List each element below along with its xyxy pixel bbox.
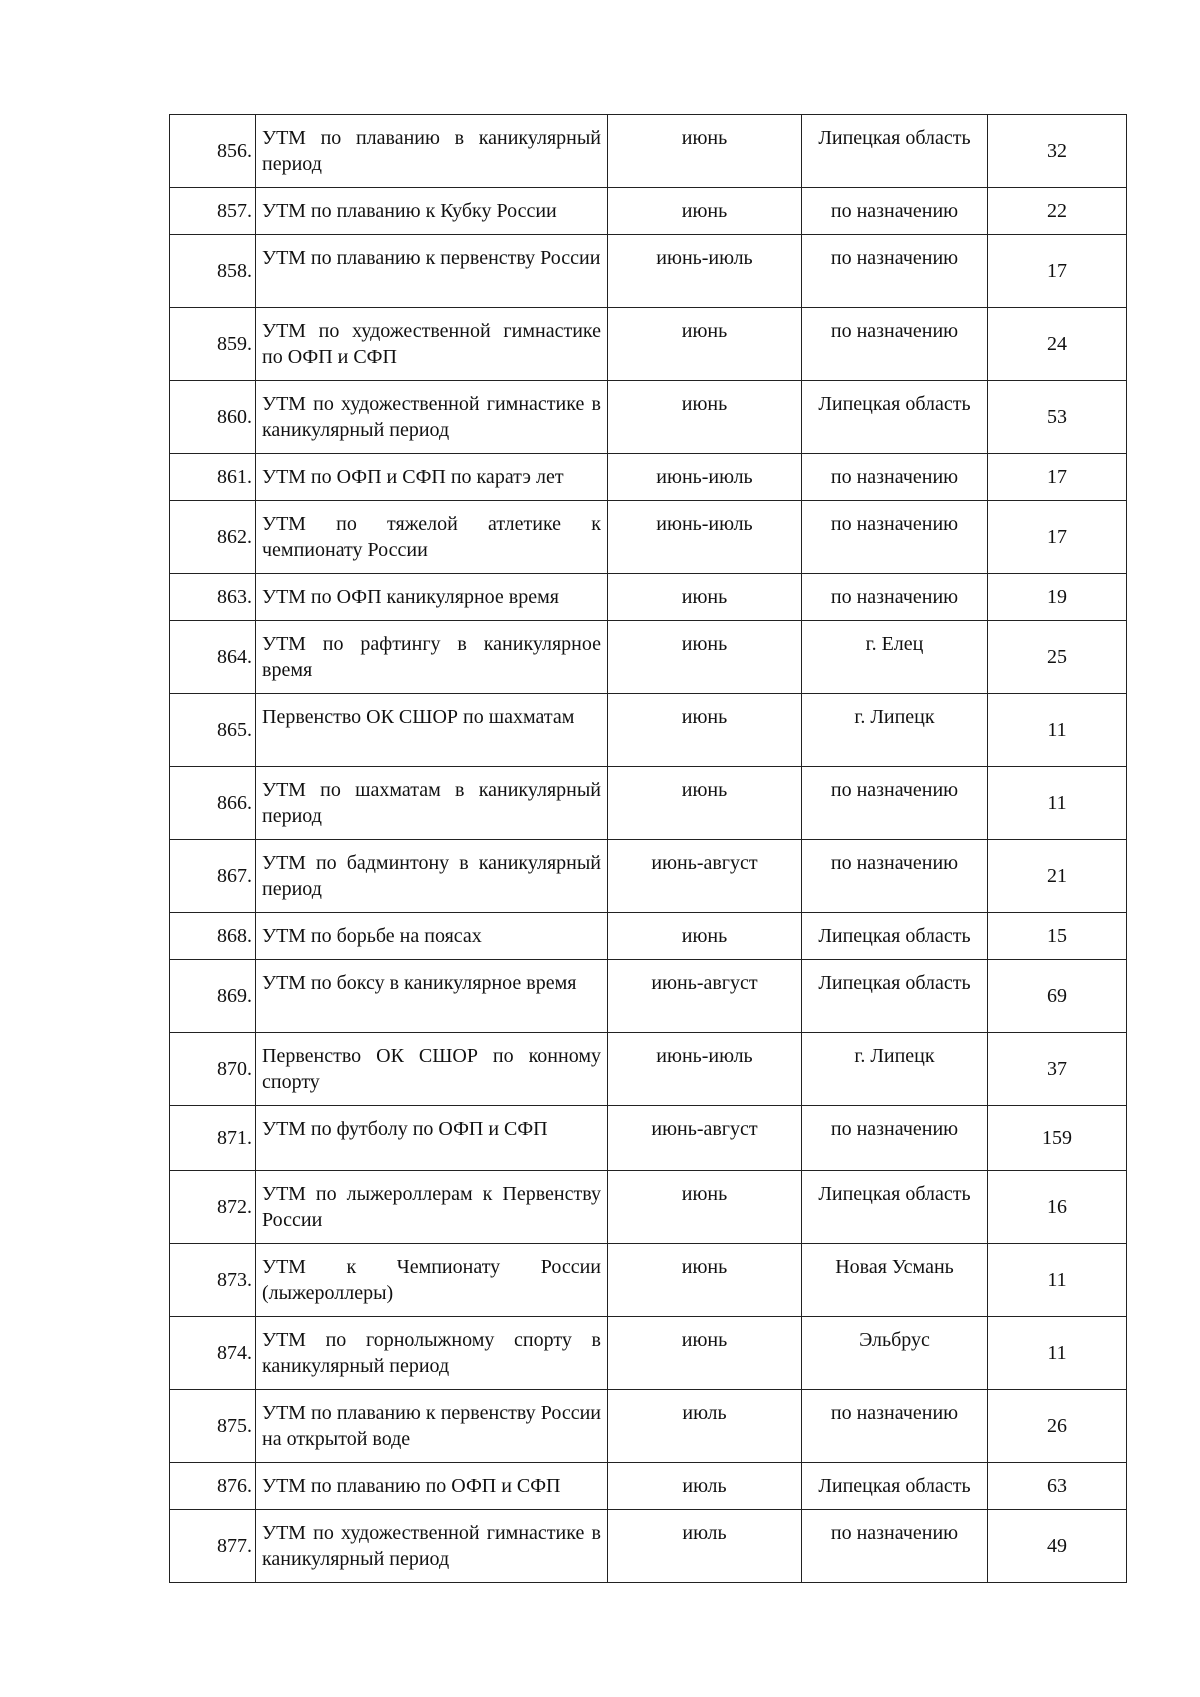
- event-place: г. Липецк: [802, 1033, 988, 1106]
- row-number: 873.: [170, 1244, 256, 1317]
- table-row: [170, 501, 1127, 574]
- event-name: УТМ по художественной гимнастике в каникулярный период: [256, 1510, 608, 1583]
- event-date: июнь: [608, 1244, 802, 1317]
- row-number: 869.: [170, 960, 256, 1033]
- event-date: июнь-август: [608, 1106, 802, 1171]
- table-row: [170, 454, 1127, 501]
- event-date: июнь: [608, 574, 802, 621]
- event-name: УТМ по лыжероллерам к Первенству России: [256, 1171, 608, 1244]
- event-name: УТМ по плаванию в каникулярный период: [256, 115, 608, 188]
- participant-count: 15: [988, 913, 1127, 960]
- event-name: УТМ по рафтингу в каникулярное время: [256, 621, 608, 694]
- row-number: 874.: [170, 1317, 256, 1390]
- row-number: 866.: [170, 767, 256, 840]
- row-number: 857.: [170, 188, 256, 235]
- row-number: 868.: [170, 913, 256, 960]
- events-table-body: [170, 115, 1127, 1583]
- participant-count: 17: [988, 454, 1127, 501]
- participant-count: 17: [988, 501, 1127, 574]
- event-place: по назначению: [802, 1390, 988, 1463]
- event-place: по назначению: [802, 188, 988, 235]
- table-row: [170, 308, 1127, 381]
- table-row: [170, 115, 1127, 188]
- event-name: УТМ по шахматам в каникулярный период: [256, 767, 608, 840]
- event-name: УТМ по футболу по ОФП и СФП: [256, 1106, 608, 1171]
- table-row: [170, 1317, 1127, 1390]
- table-row: [170, 188, 1127, 235]
- participant-count: 11: [988, 694, 1127, 767]
- table-row: [170, 381, 1127, 454]
- event-date: июнь-июль: [608, 501, 802, 574]
- events-table: [169, 114, 1127, 1583]
- event-name: УТМ по художественной гимнастике по ОФП и СФП: [256, 308, 608, 381]
- event-date: июль: [608, 1390, 802, 1463]
- event-place: по назначению: [802, 767, 988, 840]
- event-date: июль: [608, 1463, 802, 1510]
- row-number: 871.: [170, 1106, 256, 1171]
- event-name: УТМ по борьбе на поясах: [256, 913, 608, 960]
- participant-count: 53: [988, 381, 1127, 454]
- participant-count: 159: [988, 1106, 1127, 1171]
- event-place: Липецкая область: [802, 381, 988, 454]
- participant-count: 25: [988, 621, 1127, 694]
- participant-count: 63: [988, 1463, 1127, 1510]
- event-place: Липецкая область: [802, 960, 988, 1033]
- event-place: по назначению: [802, 308, 988, 381]
- event-name: УТМ по ОФП каникулярное время: [256, 574, 608, 621]
- event-place: Новая Усмань: [802, 1244, 988, 1317]
- event-date: июнь-июль: [608, 1033, 802, 1106]
- event-place: по назначению: [802, 235, 988, 308]
- participant-count: 32: [988, 115, 1127, 188]
- event-date: июнь: [608, 621, 802, 694]
- event-date: июль: [608, 1510, 802, 1583]
- row-number: 876.: [170, 1463, 256, 1510]
- participant-count: 26: [988, 1390, 1127, 1463]
- event-place: г. Липецк: [802, 694, 988, 767]
- row-number: 859.: [170, 308, 256, 381]
- event-place: Липецкая область: [802, 1463, 988, 1510]
- event-place: г. Елец: [802, 621, 988, 694]
- event-name: УТМ по тяжелой атлетике к чемпионату России: [256, 501, 608, 574]
- event-place: Липецкая область: [802, 115, 988, 188]
- row-number: 856.: [170, 115, 256, 188]
- event-name: УТМ по плаванию к Кубку России: [256, 188, 608, 235]
- row-number: 872.: [170, 1171, 256, 1244]
- table-row: [170, 1171, 1127, 1244]
- event-date: июнь: [608, 913, 802, 960]
- row-number: 862.: [170, 501, 256, 574]
- row-number: 864.: [170, 621, 256, 694]
- participant-count: 17: [988, 235, 1127, 308]
- row-number: 867.: [170, 840, 256, 913]
- table-row: [170, 1033, 1127, 1106]
- event-name: Первенство ОК СШОР по шахматам: [256, 694, 608, 767]
- event-name: УТМ по плаванию по ОФП и СФП: [256, 1463, 608, 1510]
- event-place: по назначению: [802, 1510, 988, 1583]
- event-place: Эльбрус: [802, 1317, 988, 1390]
- event-date: июнь: [608, 115, 802, 188]
- row-number: 860.: [170, 381, 256, 454]
- participant-count: 19: [988, 574, 1127, 621]
- table-row: [170, 1244, 1127, 1317]
- participant-count: 49: [988, 1510, 1127, 1583]
- table-row: [170, 840, 1127, 913]
- event-date: июнь-август: [608, 840, 802, 913]
- participant-count: 69: [988, 960, 1127, 1033]
- participant-count: 22: [988, 188, 1127, 235]
- event-place: Липецкая область: [802, 913, 988, 960]
- table-row: [170, 960, 1127, 1033]
- participant-count: 11: [988, 1317, 1127, 1390]
- participant-count: 21: [988, 840, 1127, 913]
- event-place: по назначению: [802, 840, 988, 913]
- participant-count: 37: [988, 1033, 1127, 1106]
- event-name: УТМ по боксу в каникулярное время: [256, 960, 608, 1033]
- table-row: [170, 235, 1127, 308]
- event-date: июнь-июль: [608, 454, 802, 501]
- row-number: 875.: [170, 1390, 256, 1463]
- event-date: июнь: [608, 767, 802, 840]
- row-number: 865.: [170, 694, 256, 767]
- event-name: УТМ по ОФП и СФП по каратэ лет: [256, 454, 608, 501]
- row-number: 870.: [170, 1033, 256, 1106]
- row-number: 863.: [170, 574, 256, 621]
- event-place: по назначению: [802, 501, 988, 574]
- event-name: УТМ по бадминтону в каникулярный период: [256, 840, 608, 913]
- event-date: июнь: [608, 308, 802, 381]
- table-row: [170, 694, 1127, 767]
- event-date: июнь: [608, 1171, 802, 1244]
- participant-count: 24: [988, 308, 1127, 381]
- event-date: июнь: [608, 1317, 802, 1390]
- event-date: июнь: [608, 188, 802, 235]
- table-row: [170, 1390, 1127, 1463]
- table-row: [170, 621, 1127, 694]
- table-row: [170, 1510, 1127, 1583]
- event-date: июнь: [608, 694, 802, 767]
- participant-count: 11: [988, 1244, 1127, 1317]
- event-place: по назначению: [802, 1106, 988, 1171]
- event-place: по назначению: [802, 454, 988, 501]
- row-number: 877.: [170, 1510, 256, 1583]
- event-place: по назначению: [802, 574, 988, 621]
- participant-count: 11: [988, 767, 1127, 840]
- event-name: УТМ по плаванию к первенству России: [256, 235, 608, 308]
- event-date: июнь-июль: [608, 235, 802, 308]
- event-name: УТМ к Чемпионату России (лыжероллеры): [256, 1244, 608, 1317]
- row-number: 858.: [170, 235, 256, 308]
- event-date: июнь: [608, 381, 802, 454]
- event-name: Первенство ОК СШОР по конному спорту: [256, 1033, 608, 1106]
- table-row: [170, 574, 1127, 621]
- event-place: Липецкая область: [802, 1171, 988, 1244]
- event-name: УТМ по плаванию к первенству России на открытой воде: [256, 1390, 608, 1463]
- table-row: [170, 913, 1127, 960]
- table-row: [170, 1463, 1127, 1510]
- participant-count: 16: [988, 1171, 1127, 1244]
- row-number: 861.: [170, 454, 256, 501]
- table-row: [170, 767, 1127, 840]
- table-row: [170, 1106, 1127, 1171]
- event-name: УТМ по горнолыжному спорту в каникулярный период: [256, 1317, 608, 1390]
- event-date: июнь-август: [608, 960, 802, 1033]
- event-name: УТМ по художественной гимнастике в каникулярный период: [256, 381, 608, 454]
